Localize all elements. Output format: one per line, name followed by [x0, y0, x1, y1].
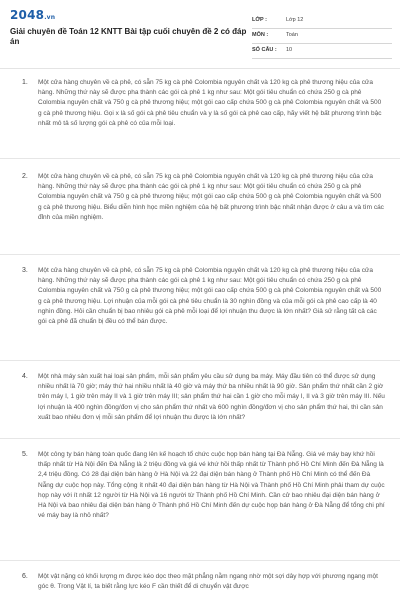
- document-title: Giải chuyên đề Toán 12 KNTT Bài tập cuối chuyên đề 2 có đáp án: [10, 27, 247, 46]
- meta-table: [252, 14, 392, 59]
- question-divider: [0, 438, 400, 439]
- meta-value-grade: Lớp 12: [286, 17, 304, 23]
- question-text: Một vật nặng có khối lượng m được kéo dọc theo mặt phẳng nằm ngang nhờ một sợi dây hợp với phương ngang một góc θ. Trong Vật lí, ta biết rằng lực kéo F cần thiết để di chuyển vật được: [38, 573, 378, 591]
- page-header: [0, 0, 400, 66]
- header-divider: [0, 68, 400, 69]
- question-number: 3.: [22, 267, 28, 274]
- question-divider: [0, 360, 400, 361]
- meta-value-count: 10: [286, 47, 293, 53]
- question-text: Một nhà máy sản xuất hai loại sản phẩm, mỗi sản phẩm yêu cầu sử dụng ba máy. Máy đầu tiên có thể được sử dụng nhiều nhất là 70 giờ; máy thứ hai nhiều nhất là 40 giờ và máy thứ ba nhiều nhất là 90 giờ. Sản phẩm thứ nhất cần 2 giờ trên máy I, 1 giờ trên máy II và 1 giờ trên máy III; sản phẩm thứ hai cần 1 giờ cho mỗi máy I, II và 3 giờ trên máy III. Nếu lợi nhuận là 400 nghìn đồng/đơn vị cho sản phẩm thứ nhất và 600 nghìn đồng/đơn vị cho sản phẩm thứ hai, thì cần sản xuất bao nhiêu đơn vị mỗi sản phẩm để lợi nhuận thu được là lớn nhất?: [38, 373, 385, 421]
- site-logo[interactable]: [10, 8, 55, 22]
- question-number: 6.: [22, 573, 28, 580]
- question-text: Một công ty bán hàng toàn quốc đang lên kế hoạch tổ chức cuộc họp bán hàng tại Đà Nẵng. Giá vé máy bay khứ hồi thấp nhất từ Hà Nội đến Đà Nẵng là 2 triệu đồng và giá vé khứ hồi thấp nhất từ Thành phố Hồ Chí Minh đến Đà Nẵng là 2,4 triệu đồng. Có 28 đại diện bán hàng ở Hà Nội và 22 đại diện bán hàng ở Thành phố Hồ Chí Minh có thể đến Đà Nẵng dự cuộc họp này. Tổng cộng ít nhất 40 đại diện bán hàng từ Hà Nội và Thành phố Hồ Chí Minh phải tham dự cuộc họp này với ít nhất 12 người từ Hà Nội và 16 người từ Thành phố Hồ Chí Minh. Cần cử bao nhiêu đại diện bán hàng ở Hà Nội và bao nhiêu đại diện bán hàng ở Thành phố Hồ Chí Minh đến dự cuộc họp bán hàng ở Đà Nẵng để tổng chi phí vé máy bay là nhỏ nhất?: [38, 451, 385, 520]
- meta-row-subject: [252, 29, 392, 44]
- question-divider: [0, 560, 400, 561]
- meta-row-grade: [252, 14, 392, 29]
- meta-label-grade: LỚP :: [252, 17, 267, 23]
- logo-text: 2048: [10, 8, 45, 22]
- question-text: Một cửa hàng chuyên về cà phê, có sẵn 75 kg cà phê Colombia nguyên chất và 120 kg cà phê thương hiệu của cửa hàng. Những thứ này sẽ được pha thành các gói cà phê 1 kg như sau: Một gói tiêu chuẩn có chứa 250 g cà phê Colombia nguyên chất và 750 g cà phê thương hiệu; một gói cao cấp chứa 500 g cà phê Colombia nguyên chất và 500 g cà phê thương hiệu. Gọi x là số gói cà phê tiêu chuẩn và y là số gói cà phê cao cấp, hãy viết hệ bất phương trình bậc nhất mô tả số lượng gói cà phê có của mỗi loại.: [38, 79, 382, 127]
- question-divider: [0, 158, 400, 159]
- meta-label-subject: MÔN :: [252, 32, 269, 38]
- logo-tld: .vn: [44, 14, 56, 21]
- question-number: 2.: [22, 173, 28, 180]
- question-text: Một cửa hàng chuyên về cà phê, có sẵn 75 kg cà phê Colombia nguyên chất và 120 kg cà phê thương hiệu của cửa hàng. Những thứ này sẽ được pha thành các gói cà phê 1 kg như sau: Một gói tiêu chuẩn có chứa 250 g cà phê Colombia nguyên chất và 750 g cà phê thương hiệu; một gói cao cấp chứa 500 g cà phê Colombia nguyên chất và 500 g cà phê thương hiệu. Lợi nhuận của mỗi gói cà phê tiêu chuẩn là 30 nghìn đồng và của mỗi gói cà phê cao cấp là 40 nghìn đồng. Hỏi cần chuẩn bị bao nhiêu gói cà phê mỗi loại để lợi nhuận thu được là lớn nhất? Giả sử rằng tất cả các gói cà phê đã chuẩn bị đều có thể bán được.: [38, 267, 382, 326]
- question-number: 5.: [22, 451, 28, 458]
- question-number: 1.: [22, 79, 28, 86]
- question-text: Một cửa hàng chuyên về cà phê, có sẵn 75 kg cà phê Colombia nguyên chất và 120 kg cà phê thương hiệu của cửa hàng. Những thứ này sẽ được pha thành các gói cà phê 1 kg như sau: Một gói tiêu chuẩn có chứa 250 g cà phê Colombia nguyên chất và 750 g cà phê thương hiệu; một gói cao cấp chứa 500 g cà phê Colombia nguyên chất và 500 g cà phê thương hiệu. Biểu diễn hình học miền nghiệm của hệ bất phương trình bậc nhất nhận được ở câu a và tìm các đỉnh của miền nghiệm.: [38, 173, 384, 221]
- meta-row-count: [252, 44, 392, 59]
- meta-value-subject: Toán: [286, 32, 298, 38]
- meta-label-count: SỐ CÂU :: [252, 47, 277, 53]
- question-divider: [0, 254, 400, 255]
- question-number: 4.: [22, 373, 28, 380]
